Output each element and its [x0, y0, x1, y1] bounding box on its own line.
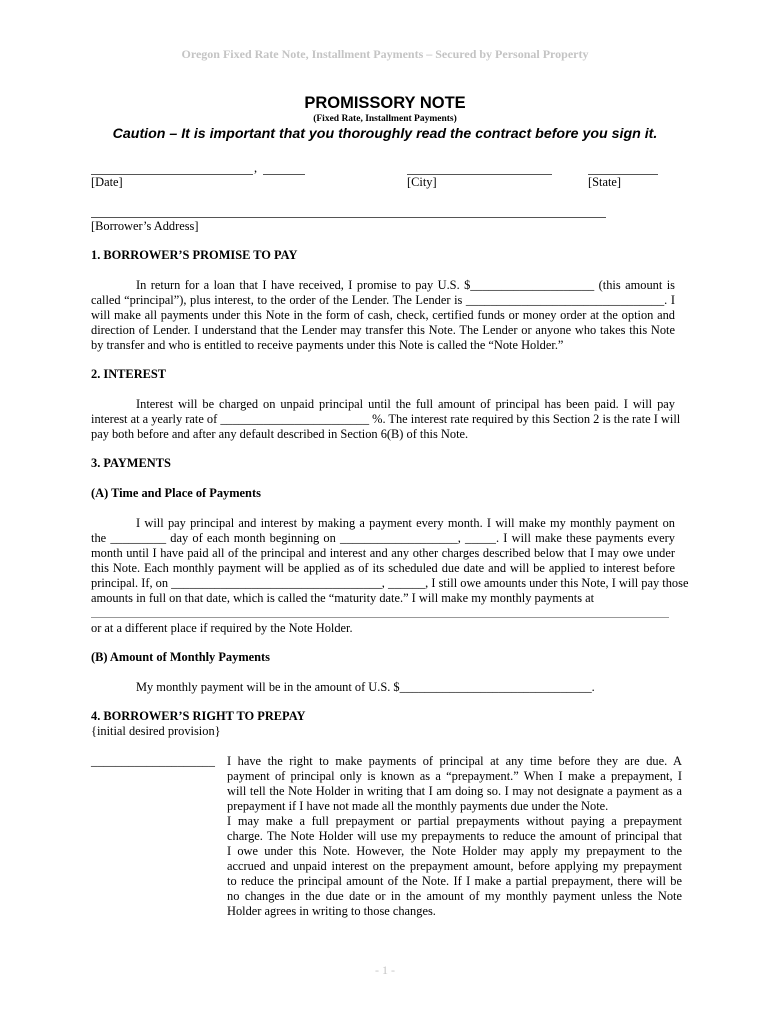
section-2-line: interest at a yearly rate of ________________________ %. The interest rate required by this Section 2 is the rate I will	[91, 412, 681, 426]
section-4-line: to reduce the principal amount of the Note. If I make a partial prepayment, there will be	[227, 874, 682, 888]
section-4-line: charge. The Note Holder will use my prepayments to reduce the amount of principal that	[227, 829, 682, 843]
section-3a-line: principal. If, on __________________________________, ______, I still owe amounts under this Note, I will pay those	[91, 576, 689, 590]
section-3b-heading: (B) Amount of Monthly Payments	[91, 650, 270, 664]
page-number: - 1 -	[375, 963, 395, 977]
section-2-body	[91, 397, 681, 442]
section-1-heading: 1. BORROWER’S PROMISE TO PAY	[91, 248, 298, 262]
section-3b-line: My monthly payment will be in the amount of U.S. $_______________________________.	[136, 680, 595, 694]
document-subtitle: (Fixed Rate, Installment Payments)	[313, 114, 457, 124]
initial-blank[interactable]: ____________________	[91, 754, 215, 768]
section-4-line: payment of principal only is known as a “prepayment.” When I make a prepayment, I	[227, 769, 682, 783]
section-1-body	[91, 278, 675, 353]
section-2-line: Interest will be charged on unpaid principal until the full amount of principal has been paid. I will pay	[136, 397, 675, 411]
section-3a-after: or at a different place if required by the Note Holder.	[91, 621, 353, 635]
section-3a-line: the _________ day of each month beginning on ___________________, _____. I will make these payments every	[91, 531, 675, 545]
section-4-line: Holder agrees in writing to those changes.	[227, 904, 436, 918]
city-label: [City]	[407, 175, 437, 189]
state-label: [State]	[588, 175, 622, 189]
section-4-line: I owe under this Note. However, the Note Holder may apply my prepayment to the	[227, 844, 682, 858]
section-3a-line: I will pay principal and interest by making a payment every month. I will make my monthly payment on	[136, 516, 675, 530]
document-running-header: Oregon Fixed Rate Note, Installment Payments – Secured by Personal Property	[181, 47, 589, 61]
caution-notice: Caution – It is important that you thoroughly read the contract before you sign it.	[112, 126, 658, 142]
section-4-line: prepayment if I have not made all the monthly payments due under the Note.	[227, 799, 609, 813]
section-2-heading: 2. INTEREST	[91, 367, 167, 381]
section-3-heading: 3. PAYMENTS	[91, 456, 171, 470]
section-3a-body	[91, 516, 689, 606]
borrower-address-line[interactable]	[91, 217, 606, 218]
borrower-address-label: [Borrower’s Address]	[91, 219, 199, 233]
document-title: PROMISSORY NOTE	[304, 94, 466, 112]
section-4-line: I may make a full prepayment or partial prepayments without paying a prepayment	[227, 814, 682, 828]
section-4-line: accrued and unpaid interest on the prepayment amount, before applying my prepayment	[227, 859, 682, 873]
section-3a-line: this Note. Each monthly payment will be applied as of its scheduled due date and will be applied to interest before	[91, 561, 675, 575]
section-1-line: by transfer and who is entitled to receive payments under this Note is called the “Note Holder.”	[91, 338, 564, 352]
section-4-body	[227, 754, 682, 919]
section-1-line: will make all payments under this Note in the form of cash, check, certified funds or money order at the option and	[91, 308, 675, 322]
section-3a-line: month until I have paid all of the principal and interest and any other charges described below that I may owe under	[91, 546, 675, 560]
section-4-line: no changes in the due date or in the amount of my monthly payment unless the Note	[227, 889, 682, 903]
section-3a-line: amounts in full on that date, which is called the “maturity date.” I will make my monthly payments at	[91, 591, 595, 605]
section-2-line: pay both before and after any default described in Section 6(B) of this Note.	[91, 427, 469, 441]
date-label: [Date]	[91, 175, 123, 189]
section-4-line: I have the right to make payments of principal at any time before they are due. A	[227, 754, 682, 768]
year-blank-line[interactable]	[263, 174, 305, 175]
section-4-line: will tell the Note Holder in writing that I am doing so. I may not designate a payment as a	[227, 784, 682, 798]
section-3a-heading: (A) Time and Place of Payments	[91, 486, 261, 500]
section-4-heading: 4. BORROWER’S RIGHT TO PREPAY	[91, 709, 306, 723]
section-4-subtitle: {initial desired provision}	[91, 724, 221, 738]
date-comma: ,	[254, 161, 258, 175]
payment-place-line[interactable]	[91, 617, 669, 618]
section-1-line: direction of Lender. I understand that the Lender may transfer this Note. The Lender or anyone who takes this Note	[91, 323, 675, 337]
section-1-line: called “principal”), plus interest, to the order of the Lender. The Lender is ________________________________. I	[91, 293, 675, 307]
section-1-line: In return for a loan that I have received, I promise to pay U.S. $____________________ (this amount is	[136, 278, 675, 292]
